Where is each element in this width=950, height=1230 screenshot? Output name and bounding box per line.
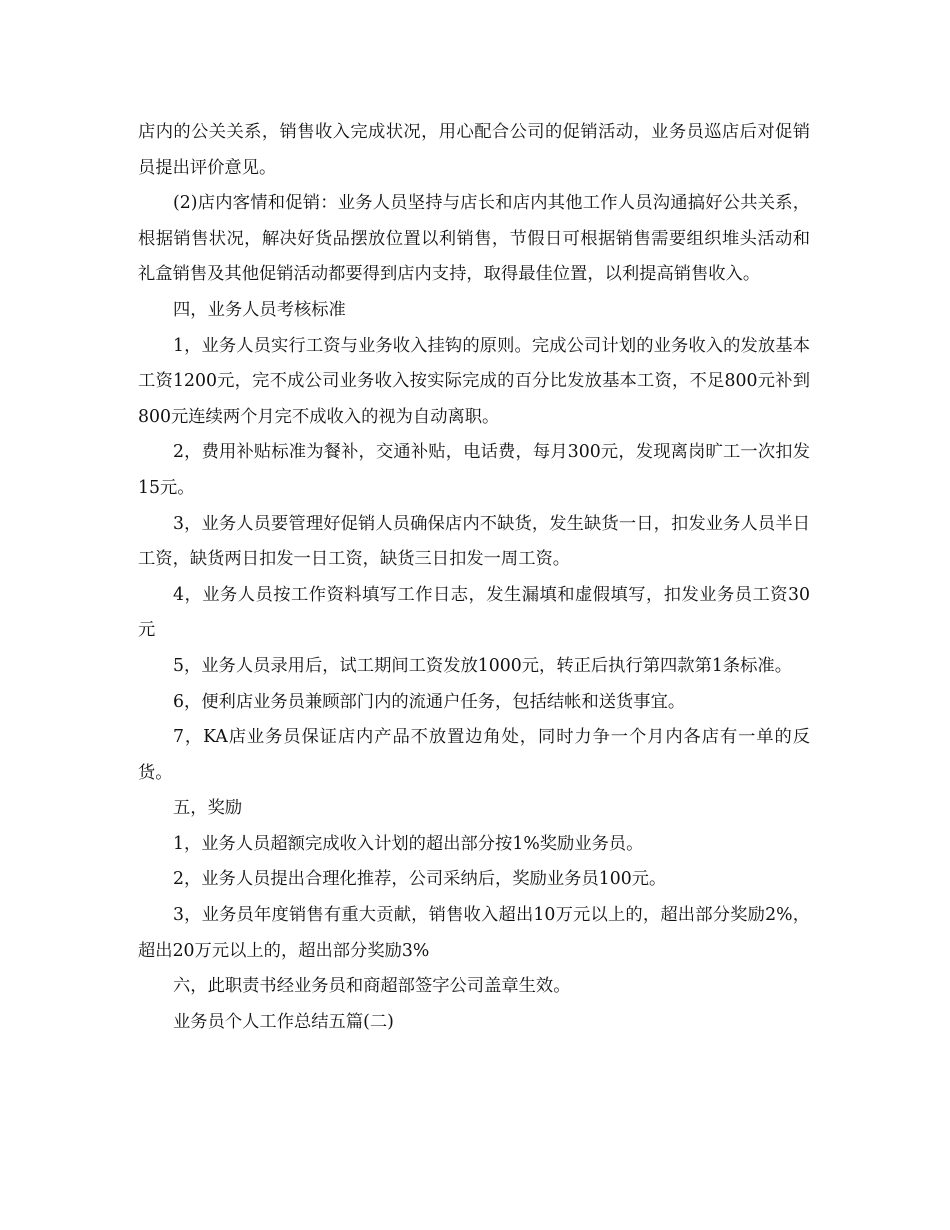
paragraph-continuation: 店内的公关关系，销售收入完成状况，用心配合公司的促销活动，业务员巡店后对促销员提出评价意见。	[138, 122, 810, 178]
assessment-item-3: 3，业务人员要管理好促销人员确保店内不缺货，发生缺货一日，扣发业务人员半日工资，缺货两日扣发一日工资，缺货三日扣发一周工资。	[138, 513, 810, 570]
paragraph-in-store-promotion: (2)店内客情和促销：业务人员坚持与店长和店内其他工作人员沟通搞好公共关系，根据销售状况，解决好货品摆放位置以利销售，节假日可根据销售需要组织堆头活动和礼盒销售及其他促销活动都要得到店内支持，取得最佳位置，以利提高销售收入。	[138, 193, 810, 285]
section-heading-assessment-standards: 四，业务人员考核标准	[173, 299, 346, 320]
section-heading-rewards: 五，奖励	[173, 798, 243, 819]
assessment-item-5: 5，业务人员录用后，试工期间工资发放1000元，转正后执行第四款第1条标准。	[173, 655, 792, 676]
section-heading-effective-clause: 六，此职责书经业务员和商超部签字公司盖章生效。	[173, 976, 571, 997]
reward-item-2: 2，业务人员提出合理化推荐，公司采纳后，奖励业务员100元。	[173, 869, 667, 890]
next-article-title: 业务员个人工作总结五篇(二)	[173, 1011, 394, 1032]
document-body	[138, 115, 810, 1040]
assessment-item-7: 7，KA店业务员保证店内产品不放置边角处，同时力争一个月内各店有一单的反货。	[138, 727, 810, 783]
assessment-item-2: 2，费用补贴标准为餐补，交通补贴，电话费，每月300元，发现离岗旷工一次扣发15元。	[138, 442, 810, 498]
reward-item-3: 3，业务员年度销售有重大贡献，销售收入超出10万元以上的，超出部分奖励2%，超出20万元以上的，超出部分奖励3%	[138, 905, 810, 961]
assessment-item-4: 4，业务人员按工作资料填写工作日志，发生漏填和虚假填写，扣发业务员工资30元	[138, 584, 810, 641]
assessment-item-1: 1，业务人员实行工资与业务收入挂钩的原则。完成公司计划的业务收入的发放基本工资1200元，完不成公司业务收入按实际完成的百分比发放基本工资，不足800元补到800元连续两个月完不成收入的视为自动离职。	[138, 335, 810, 427]
assessment-item-6: 6，便利店业务员兼顾部门内的流通户任务，包括结帐和送货事宜。	[173, 691, 686, 712]
reward-item-1: 1，业务人员超额完成收入计划的超出部分按1%奖励业务员。	[173, 833, 644, 854]
